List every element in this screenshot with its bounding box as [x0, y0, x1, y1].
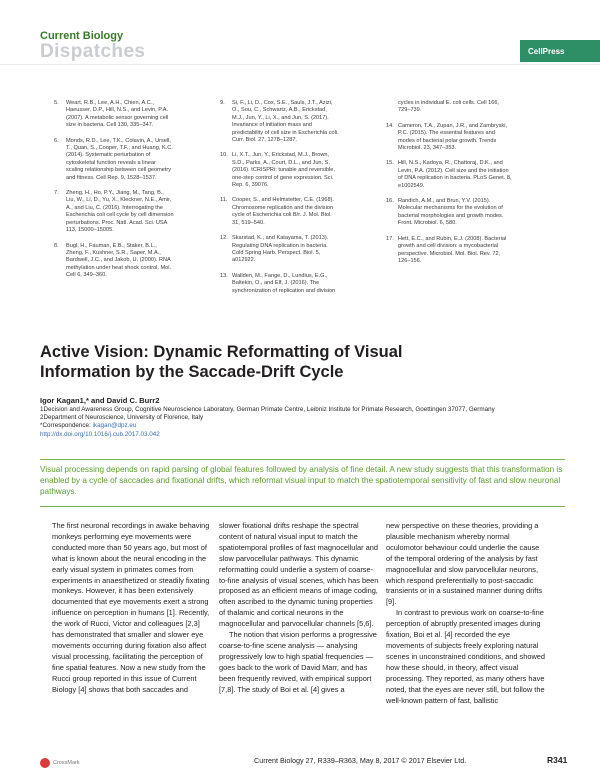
affiliation-2: 2Department of Neuroscience, University of Florence, Italy: [40, 414, 204, 422]
reference-item: 10. Li, X.T., Jun, Y., Erickstad, M.J., Brown, S.D., Parks, A., Court, D.L., and Jun, S. (2016). tCRISPRi: tunable and reversible, one-step control of gene expression. Sci. Rep. 6, 39076.: [220, 152, 335, 189]
body-paragraph: In contrast to previous work on coarse-to-fine perception of abruptly presented images during fixation, Boi et al. [4] recorded the eye movements of subjects freely exploring natural scenes in unconstrained conditions, and showed how these should, in theory, affect visual processing. They reported, as many others have noted, that the eyes are never still, but follow the well-known pattern of fast, ballistic: [386, 608, 546, 705]
body-paragraph: The notion that vision performs a progressive coarse-to-fine scene analysis — analysing progressively low to high spatial frequencies — goes back to the work of David Marr, and has been frequently revived, with empirical support [7,8]. The study of Boi et al. [4] gives a: [219, 630, 377, 694]
reference-list-column-1: [54, 100, 174, 288]
reference-item: 17. Hett, E.C., and Rubin, E.J. (2008). Bacterial growth and cell division: a mycobacterial perspective. Microbiol. Mol. Biol. Rev. 72, 126–156.: [386, 235, 507, 264]
reference-item: 14. Cameron, T.A., Zupan, J.R., and Zambryski, P.C. (2015). The essential features and modes of bacterial polar growth. Trends Microbiol. 23, 347–353.: [386, 122, 508, 152]
reference-item: 7. Zheng, H., Ho, P.Y., Jiang, M., Tang, B., Liu, W., Li, D., Yu, X., Kleckner, N.E., Amir, A., and Liu, C. (2016). Interrogating the Escherichia coli cell cycle by cell dimension perturbations. Proc. Natl. Acad. Sci. USA 113, 15000–15005.: [54, 190, 174, 234]
abstract-top-rule: [40, 459, 565, 460]
correspondence-label: *Correspondence:: [40, 422, 91, 430]
article-authors: Igor Kagan1,* and David C. Burr2: [40, 396, 160, 405]
body-paragraph: The first neuronal recordings in awake behaving monkeys performing eye movements were conducted more than 50 years ago, but most of what is known about the neural encoding in the early visual system in primates comes from experiments in anaesthetized or steadily fixating monkeys. However, it has been extensively documented that eye movements exert a strong influence on perception in humans [1]. Recently, the work of Rucci, Victor and colleagues [2,3] has demonstrated that smaller and slower eye movements occurring during fixation also affect visual processing, facilitating the perception of fine spatial features. Now a new study from the Rucci group reported in this issue of Current Biology [4] shows that both saccades and: [52, 521, 210, 694]
reference-item: 15. Hill, N.S., Kadoya, R., Chattoraj, D.K., and Levin, P.A. (2012). Cell size and the initiation of DNA replication in bacteria. PLoS Genet. 8, e1002549.: [386, 160, 512, 189]
body-paragraph: new perspective on these theories, providing a plausible mechanism whereby normal oculomotor behaviour could underlie the cause of the temporal ordering of the analysis by fast magnocellular and slow parvocellular neurons, which respond preferentially to post-saccadic transients or in a sustained manner during drifts [9].: [386, 521, 543, 607]
cellpress-logo: CellPress: [520, 40, 600, 62]
article-abstract: Visual processing depends on rapid parsing of global features followed by analysis of fine detail. A new study suggests that this transformation is enabled by a cycle of saccades and fixational drifts, which reformat visual input to match the spatiotemporal sensitivity of fast and slow neuronal pathways.: [40, 465, 563, 497]
body-paragraph: slower fixational drifts reshape the spectral content of natural visual input to match the spatiotemporal profiles of fast magnocellular and slow parvocellular pathways. This dynamic reformatting could underlie a system of coarse-to-fine analysis of visual scenes, which has been proposed as an efficient means of image coding, often ascribed to the dynamic tuning properties of thalamic and cortical neurons in the magnocellular and parvocellular channels [5,6].: [219, 521, 379, 629]
correspondence-line: [40, 422, 500, 430]
author-affiliations: [40, 406, 500, 439]
reference-list-column-3: [386, 100, 512, 273]
body-column-2: [219, 521, 379, 696]
page-number: R341: [547, 755, 568, 765]
reference-item: 9. Si, F., Li, D., Cox, S.E., Sauls, J.T., Azizi, O., Sou, C., Schwartz, A.B., Erickstad, M.J., Jun, Y., Li, X., and Jun, S. (2017). Invariance of initiation mass and predictability of cell size in Escherichia coli. Curr. Biol. 27, 1278–1287.: [220, 100, 339, 144]
section-heading: Dispatches: [40, 41, 146, 62]
correspondence-email-link[interactable]: ikagan@dpz.eu: [92, 422, 137, 430]
reference-item: 6. Monds, R.D., Lee, T.K., Colavin, A., Ursell, T., Quan, S., Cooper, T.F., and Huang, K.C. (2014). Systematic perturbation of cytoskeletal function reveals a linear scaling relationship between cell geometry and fitness. Cell Rep. 9, 1528–1537.: [54, 137, 173, 181]
crossmark-icon: [40, 758, 50, 768]
crossmark-label: CrossMark: [53, 760, 80, 766]
reference-item: 13. Wallden, M., Fange, D., Lundius, E.G., Baltekin, O., and Elf, J. (2016). The synchronization of replication and division: [220, 272, 336, 294]
reference-item: 16. Randich, A.M., and Brun, Y.V. (2015). Molecular mechanisms for the evolution of bacterial morphologies and growth modes. Front. Microbiol. 6, 580.: [386, 198, 504, 227]
body-column-1: [52, 521, 212, 696]
reference-item: 12. Skarstad, K., and Katayama, T. (2013). Regulating DNA replication in bacteria. Cold Spring Harb. Perspect. Biol. 5, a012922.: [220, 235, 329, 264]
affiliation-1: 1Decision and Awareness Group, Cognitive Neuroscience Laboratory, German Primate Centre, Leibniz Institute for Primate Research, Goettingen 37077, Germany: [40, 406, 495, 413]
reference-item: 8. Bugl, H., Fauman, E.B., Staker, B.L., Zheng, F., Kushner, S.R., Saper, M.A., Bardwell, J.C., and Jakob, U. (2000). RNA methylation under heat shock control. Mol. Cell 6, 349–360.: [54, 242, 172, 279]
reference-list-column-2: [220, 100, 340, 303]
reference-item: cycles in individual E. coli cells. Cell 166, 729–739.: [398, 100, 500, 114]
footer-citation: Current Biology 27, R339–R363, May 8, 2017 © 2017 Elsevier Ltd.: [254, 756, 467, 765]
doi-link[interactable]: http://dx.doi.org/10.1016/j.cub.2017.03.042: [40, 430, 160, 438]
article-title: Active Vision: Dynamic Reformatting of Visual Information by the Saccade-Drift Cycle: [40, 343, 403, 381]
journal-name: Current Biology: [40, 30, 124, 42]
reference-item: 5. Weart, R.B., Lee, A.H., Chien, A.C., Haeusser, D.P., Hill, N.S., and Levin, P.A. (2007). A metabolic sensor governing cell size in bacteria. Cell 130, 335–347.: [54, 100, 169, 129]
crossmark-badge[interactable]: [40, 758, 80, 768]
reference-item: 11. Cooper, S., and Helmstetter, C.E. (1968). Chromosome replication and the division cycle of Escherichia coli B/r. J. Mol. Biol. 31, 519–540.: [220, 197, 334, 226]
body-column-3: [386, 521, 546, 706]
abstract-bottom-rule: [40, 506, 565, 507]
header-divider: [0, 64, 600, 65]
